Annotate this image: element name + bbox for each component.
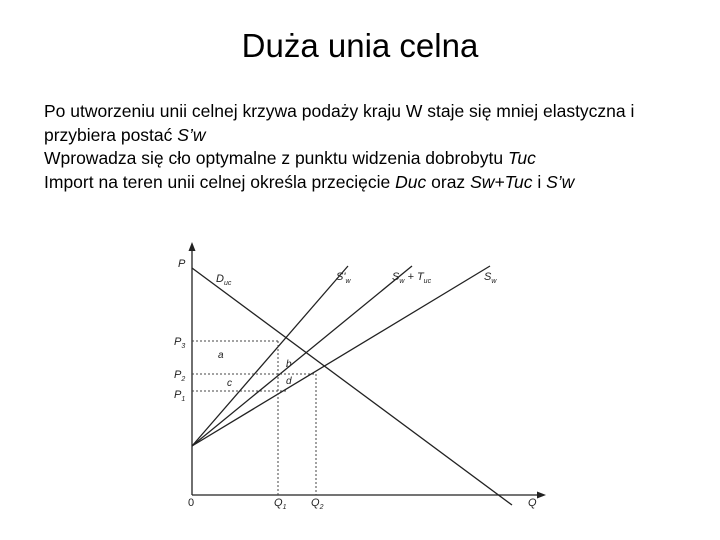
y-axis-arrow — [189, 242, 196, 251]
supply-curve-s-prime-w — [192, 266, 348, 446]
paragraph-1: Po utworzeniu unii celnej krzywa podaży kraju W staje się mniej elastyczna i przybiera postać S’w — [44, 101, 635, 145]
slide-body — [44, 100, 694, 194]
slide-title: Duża unia celna — [241, 27, 479, 64]
paragraph-2: Wprowadza się cło optymalne z punktu widzenia dobrobytu Tuc — [44, 148, 536, 168]
sw-label: $S_w$ — [484, 271, 497, 285]
customs-union-diagram — [170, 238, 560, 530]
y-axis-label: P — [178, 258, 186, 270]
area-b-label: b — [286, 359, 292, 370]
x-axis-arrow — [537, 492, 546, 499]
q1-label: $Q_1$ — [274, 497, 287, 511]
area-a-label: a — [218, 350, 224, 361]
x-axis-label: Q — [528, 497, 537, 509]
sw-plus-tuc-label: $S_w + T_{uc}$ — [392, 271, 432, 285]
p2-label: $P_2$ — [174, 369, 186, 383]
s-prime-w-label: $S'_w$ — [336, 271, 351, 285]
duc-label: $D_{uc}$ — [216, 273, 232, 287]
supply-curve-sw — [192, 266, 490, 446]
demand-curve-duc — [192, 268, 512, 505]
origin-label: 0 — [188, 497, 195, 509]
paragraph-3: Import na teren unii celnej określa przecięcie Duc oraz Sw+Tuc i S’w — [44, 171, 575, 192]
p1-label: $P_1$ — [174, 389, 186, 403]
area-c-label: c — [227, 378, 232, 389]
p3-label: $P_3$ — [174, 336, 186, 350]
area-d-label: d — [286, 376, 292, 387]
q2-label: $Q_2$ — [311, 497, 324, 511]
